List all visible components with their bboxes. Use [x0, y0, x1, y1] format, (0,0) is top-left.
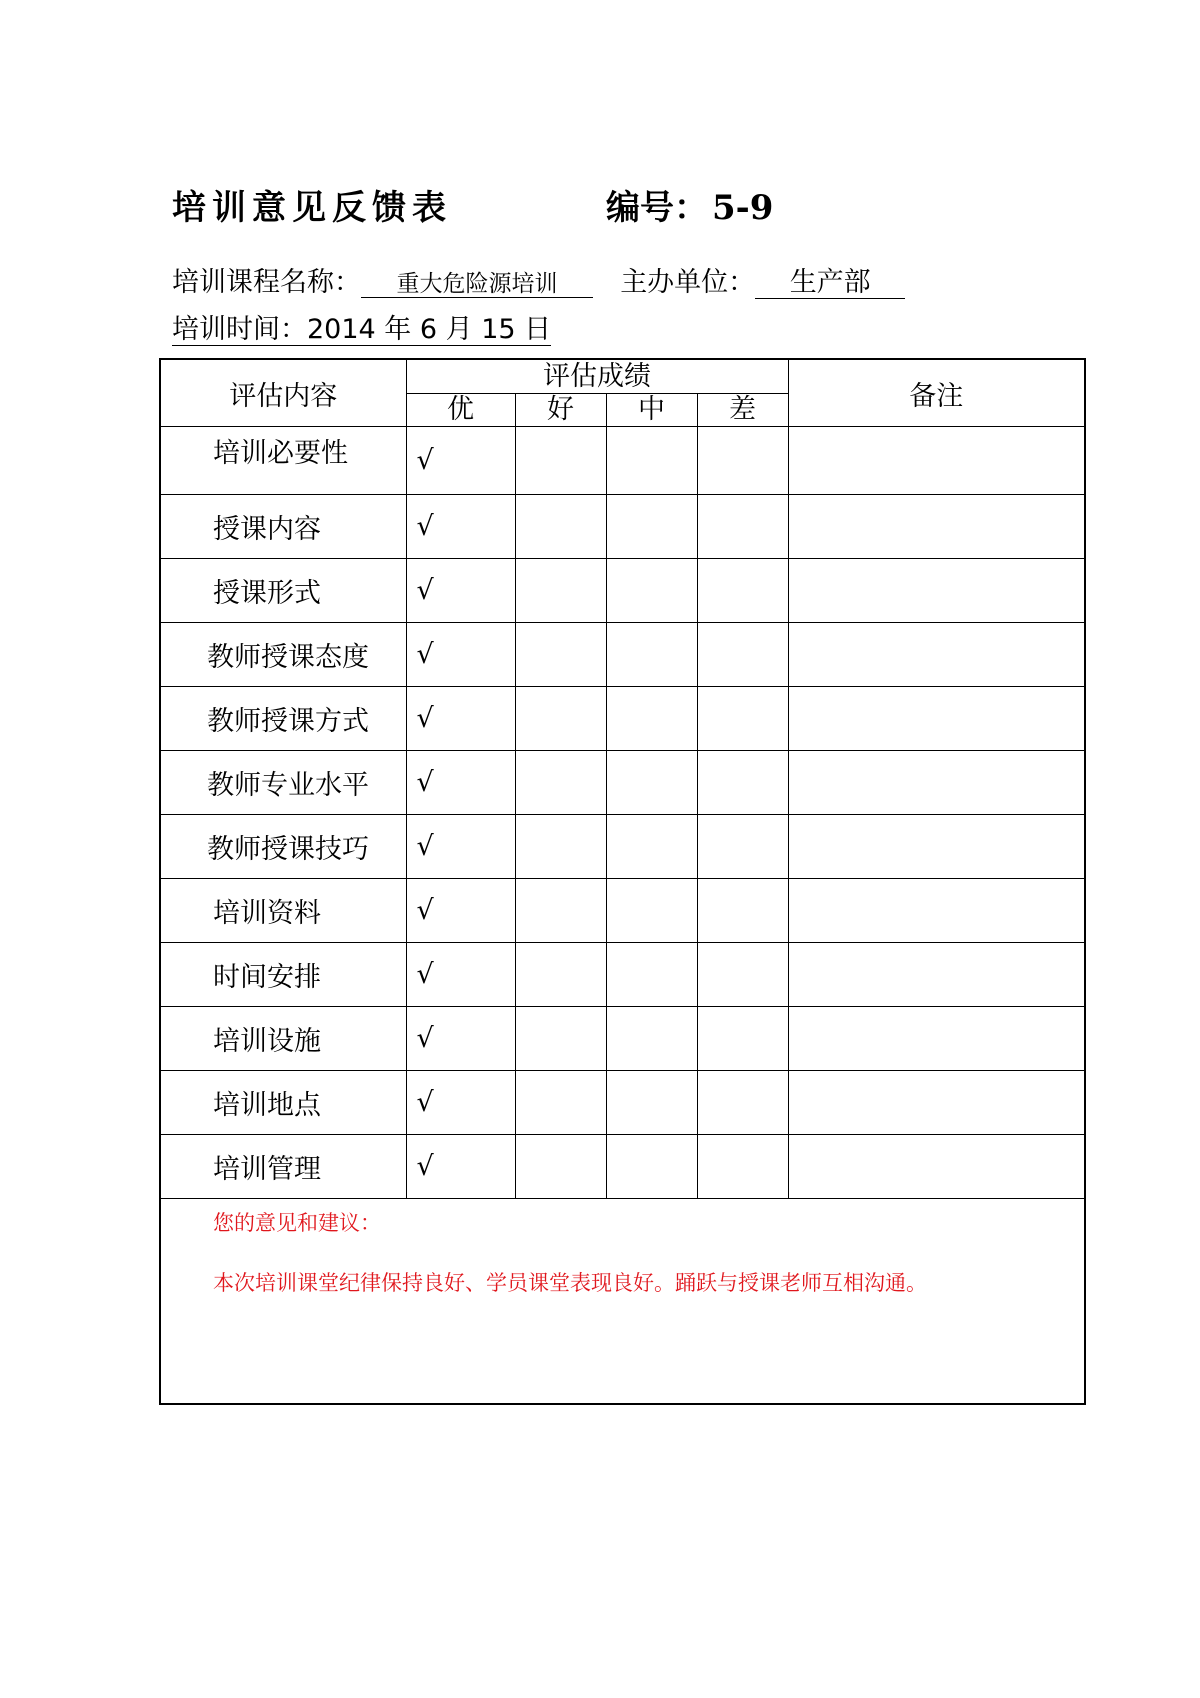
table-row — [160, 1071, 1085, 1135]
item-label: 培训资料 — [160, 879, 406, 943]
table-row — [160, 1135, 1085, 1199]
check-mark: √ — [406, 687, 515, 751]
grade-good: 好 — [515, 393, 606, 427]
comment-label: 您的意见和建议： — [213, 1211, 381, 1235]
remark-cell — [788, 879, 1085, 943]
grade-cell — [697, 1135, 788, 1199]
grade-cell — [606, 559, 697, 623]
table-row — [160, 559, 1085, 623]
grade-cell — [697, 559, 788, 623]
item-label: 教师授课方式 — [160, 687, 406, 751]
host-label: 主办单位： — [620, 267, 756, 298]
remark-cell — [788, 751, 1085, 815]
grade-cell — [606, 427, 697, 495]
grade-cell — [606, 1135, 697, 1199]
remark-cell — [788, 1071, 1085, 1135]
grade-excellent: 优 — [406, 393, 515, 427]
grade-cell — [606, 623, 697, 687]
grade-cell — [606, 943, 697, 1007]
form-number-value: 5-9 — [712, 188, 774, 228]
time-value: 2014 年 6 月 15 日 — [307, 314, 552, 345]
item-label: 授课内容 — [160, 495, 406, 559]
time-label: 培训时间： — [172, 314, 307, 345]
comment-text: 本次培训课堂纪律保持良好、学员课堂表现良好。踊跃与授课老师互相沟通。 — [213, 1271, 927, 1295]
grade-cell — [697, 943, 788, 1007]
comment-cell — [160, 1199, 1085, 1405]
check-mark: √ — [406, 1135, 515, 1199]
grade-cell — [515, 879, 606, 943]
header-row — [160, 359, 1085, 393]
grade-cell — [697, 1007, 788, 1071]
check-mark: √ — [406, 427, 515, 495]
check-mark: √ — [406, 751, 515, 815]
grade-cell — [606, 879, 697, 943]
grade-cell — [606, 1007, 697, 1071]
table-row — [160, 495, 1085, 559]
grade-cell — [515, 623, 606, 687]
table-row — [160, 751, 1085, 815]
grade-cell — [515, 1071, 606, 1135]
item-label: 培训管理 — [160, 1135, 406, 1199]
grade-poor: 差 — [697, 393, 788, 427]
form-number-label: 编号： — [606, 188, 708, 228]
remark-cell — [788, 427, 1085, 495]
form-title: 培训意见反馈表 — [172, 188, 452, 228]
check-mark: √ — [406, 559, 515, 623]
comment-row — [160, 1199, 1085, 1405]
grade-cell — [697, 623, 788, 687]
grade-cell — [515, 815, 606, 879]
grade-cell — [606, 495, 697, 559]
header-eval-content: 评估内容 — [160, 359, 406, 427]
grade-cell — [697, 879, 788, 943]
header-remarks: 备注 — [788, 359, 1085, 427]
time-info-line — [172, 307, 551, 346]
remark-cell — [788, 559, 1085, 623]
remark-cell — [788, 687, 1085, 751]
title-row — [172, 180, 872, 230]
grade-cell — [515, 1007, 606, 1071]
grade-cell — [515, 751, 606, 815]
check-mark: √ — [406, 495, 515, 559]
item-label: 授课形式 — [160, 559, 406, 623]
remark-cell — [788, 623, 1085, 687]
form-number — [606, 180, 773, 229]
grade-cell — [697, 1071, 788, 1135]
grade-cell — [515, 943, 606, 1007]
grade-cell — [606, 815, 697, 879]
grade-cell — [697, 427, 788, 495]
check-mark: √ — [406, 879, 515, 943]
table-row — [160, 879, 1085, 943]
grade-cell — [697, 815, 788, 879]
item-label: 教师授课态度 — [160, 623, 406, 687]
course-value: 重大危险源培训 — [361, 272, 593, 298]
remark-cell — [788, 1007, 1085, 1071]
remark-cell — [788, 495, 1085, 559]
check-mark: √ — [406, 1071, 515, 1135]
course-info-line — [172, 260, 905, 299]
table-row — [160, 623, 1085, 687]
item-label: 时间安排 — [160, 943, 406, 1007]
grade-cell — [515, 427, 606, 495]
item-label: 教师授课技巧 — [160, 815, 406, 879]
item-label: 培训设施 — [160, 1007, 406, 1071]
host-value: 生产部 — [755, 268, 905, 299]
feedback-table — [159, 358, 1086, 1405]
check-mark: √ — [406, 1007, 515, 1071]
remark-cell — [788, 943, 1085, 1007]
check-mark: √ — [406, 943, 515, 1007]
table-row — [160, 687, 1085, 751]
grade-cell — [606, 1071, 697, 1135]
grade-cell — [606, 687, 697, 751]
grade-cell — [697, 751, 788, 815]
grade-cell — [606, 751, 697, 815]
header-eval-score: 评估成绩 — [406, 359, 788, 393]
grade-fair: 中 — [606, 393, 697, 427]
grade-cell — [515, 495, 606, 559]
grade-cell — [697, 495, 788, 559]
grade-cell — [515, 559, 606, 623]
item-label: 教师专业水平 — [160, 751, 406, 815]
remark-cell — [788, 1135, 1085, 1199]
table-row — [160, 943, 1085, 1007]
table-row — [160, 427, 1085, 495]
check-mark: √ — [406, 623, 515, 687]
check-mark: √ — [406, 815, 515, 879]
table-row — [160, 1007, 1085, 1071]
grade-cell — [515, 687, 606, 751]
grade-cell — [515, 1135, 606, 1199]
item-label: 培训必要性 — [160, 427, 406, 495]
item-label: 培训地点 — [160, 1071, 406, 1135]
remark-cell — [788, 815, 1085, 879]
table-row — [160, 815, 1085, 879]
course-label: 培训课程名称： — [172, 267, 361, 298]
grade-cell — [697, 687, 788, 751]
